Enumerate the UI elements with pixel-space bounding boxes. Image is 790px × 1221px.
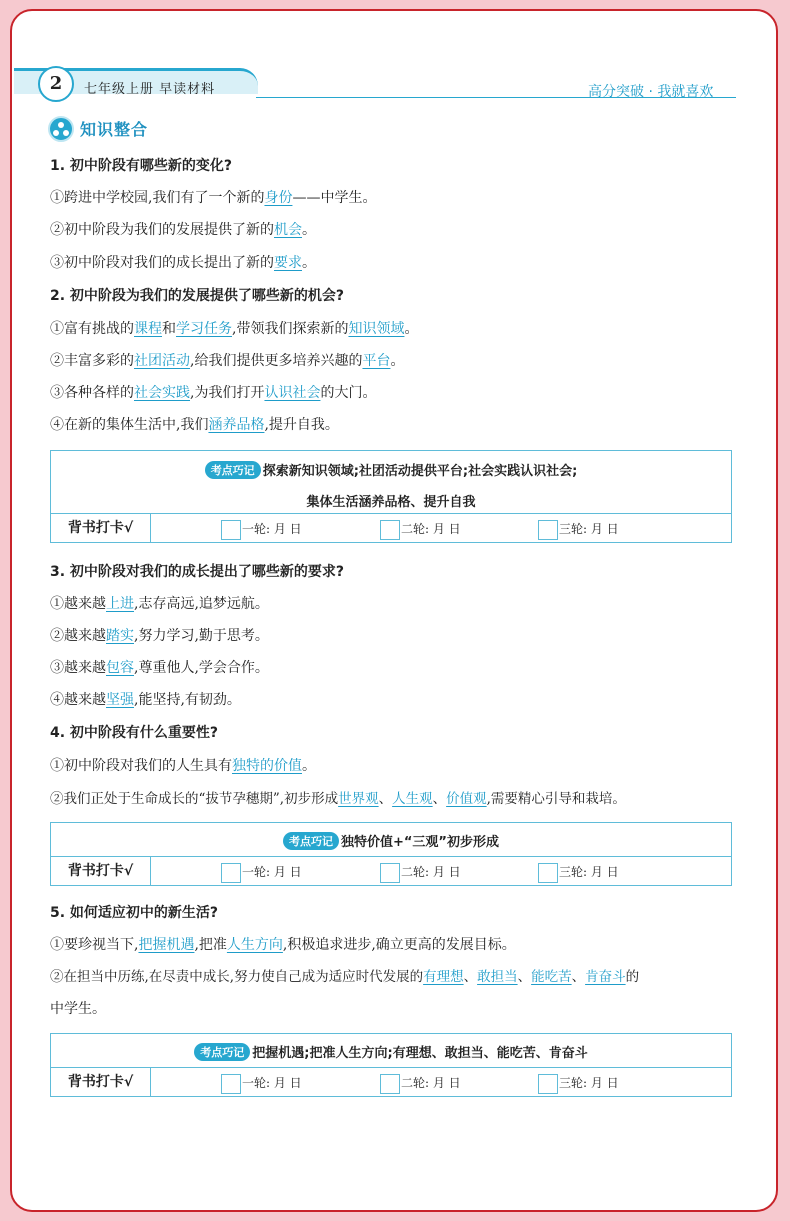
q3-line-2: ②越来越踏实,努力学习,勤于思考。 <box>50 628 269 644</box>
q4-line-2: ②我们正处于生命成长的“拔节孕穗期”,初步形成世界观、人生观、价值观,需要精心引导和栽培。 <box>50 791 626 807</box>
checkbox-round-2[interactable] <box>380 520 400 540</box>
q2-line-4: ④在新的集体生活中,我们涵养品格,提升自我。 <box>50 417 339 433</box>
q1-line-3: ③初中阶段对我们的成长提出了新的要求。 <box>50 255 316 271</box>
question-4-title: 4. 初中阶段有什么重要性? <box>50 725 219 741</box>
question-5-title: 5. 如何适应初中的新生活? <box>50 905 219 921</box>
tip-line-1: 考点巧记 独特价值+“三观”初步形成 <box>51 831 731 850</box>
checkbox-round-1[interactable] <box>221 1074 241 1094</box>
round-1: 一轮: 月 日 <box>221 861 302 883</box>
checkbox-round-2[interactable] <box>380 863 400 883</box>
section-title: 知识整合 <box>80 120 149 139</box>
round-1: 一轮: 月 日 <box>221 1072 302 1094</box>
q2-line-1: ①富有挑战的课程和学习任务,带领我们探索新的知识领域。 <box>50 321 419 337</box>
q3-line-3: ③越来越包容,尊重他人,学会合作。 <box>50 660 269 676</box>
memory-tip-box-3 <box>50 1033 732 1097</box>
tip-line-1: 考点巧记 探索新知识领域;社团活动提供平台;社会实践认识社会; <box>51 460 731 479</box>
checkin-row <box>51 1067 731 1097</box>
q2-line-3: ③各种各样的社会实践,为我们打开认识社会的大门。 <box>50 385 377 401</box>
round-3: 三轮: 月 日 <box>538 861 619 883</box>
q3-line-4: ④越来越坚强,能坚持,有韧劲。 <box>50 692 241 708</box>
checkbox-round-3[interactable] <box>538 863 558 883</box>
q5-line-2: ②在担当中历练,在尽责中成长,努力使自己成为适应时代发展的有理想、敢担当、能吃苦、肯奋斗的 <box>50 969 640 985</box>
q1-line-1: ①跨进中学校园,我们有了一个新的身份——中学生。 <box>50 190 377 206</box>
checkin-label: 背书打卡√ <box>51 1068 151 1097</box>
memory-tip-box-1 <box>50 450 732 543</box>
page-number: 2 <box>38 66 74 102</box>
question-1-title: 1. 初中阶段有哪些新的变化? <box>50 158 233 174</box>
round-2: 二轮: 月 日 <box>380 518 461 540</box>
checkin-row <box>51 856 731 886</box>
tip-tag: 考点巧记 <box>194 1043 250 1061</box>
checkin-row <box>51 513 731 543</box>
question-2-title: 2. 初中阶段为我们的发展提供了哪些新的机会? <box>50 288 345 304</box>
round-3: 三轮: 月 日 <box>538 518 619 540</box>
tip-line-1: 考点巧记 把握机遇;把准人生方向;有理想、敢担当、能吃苦、肯奋斗 <box>51 1042 731 1061</box>
q2-line-2: ②丰富多彩的社团活动,给我们提供更多培养兴趣的平台。 <box>50 353 405 369</box>
section-icon <box>48 116 74 142</box>
memory-tip-box-2 <box>50 822 732 886</box>
q4-line-1: ①初中阶段对我们的人生具有独特的价值。 <box>50 758 316 774</box>
tip-tag: 考点巧记 <box>283 832 339 850</box>
round-3: 三轮: 月 日 <box>538 1072 619 1094</box>
checkbox-round-1[interactable] <box>221 863 241 883</box>
checkbox-round-2[interactable] <box>380 1074 400 1094</box>
q1-line-2: ②初中阶段为我们的发展提供了新的机会。 <box>50 222 316 238</box>
q5-line-1: ①要珍视当下,把握机遇,把准人生方向,积极追求进步,确立更高的发展目标。 <box>50 937 516 953</box>
round-2: 二轮: 月 日 <box>380 861 461 883</box>
q3-line-1: ①越来越上进,志存高远,追梦远航。 <box>50 596 269 612</box>
checkin-label: 背书打卡√ <box>51 514 151 543</box>
book-info: 七年级上册 早读材料 <box>84 82 216 97</box>
checkbox-round-1[interactable] <box>221 520 241 540</box>
checkbox-round-3[interactable] <box>538 520 558 540</box>
header-slogan: 高分突破 · 我就喜欢 <box>588 84 714 100</box>
tip-tag: 考点巧记 <box>205 461 261 479</box>
question-3-title: 3. 初中阶段对我们的成长提出了哪些新的要求? <box>50 564 345 580</box>
checkin-label: 背书打卡√ <box>51 857 151 886</box>
round-1: 一轮: 月 日 <box>221 518 302 540</box>
tip-line-2: 集体生活涵养品格、提升自我 <box>306 495 476 510</box>
q5-line-3: 中学生。 <box>50 1001 106 1017</box>
round-2: 二轮: 月 日 <box>380 1072 461 1094</box>
checkbox-round-3[interactable] <box>538 1074 558 1094</box>
